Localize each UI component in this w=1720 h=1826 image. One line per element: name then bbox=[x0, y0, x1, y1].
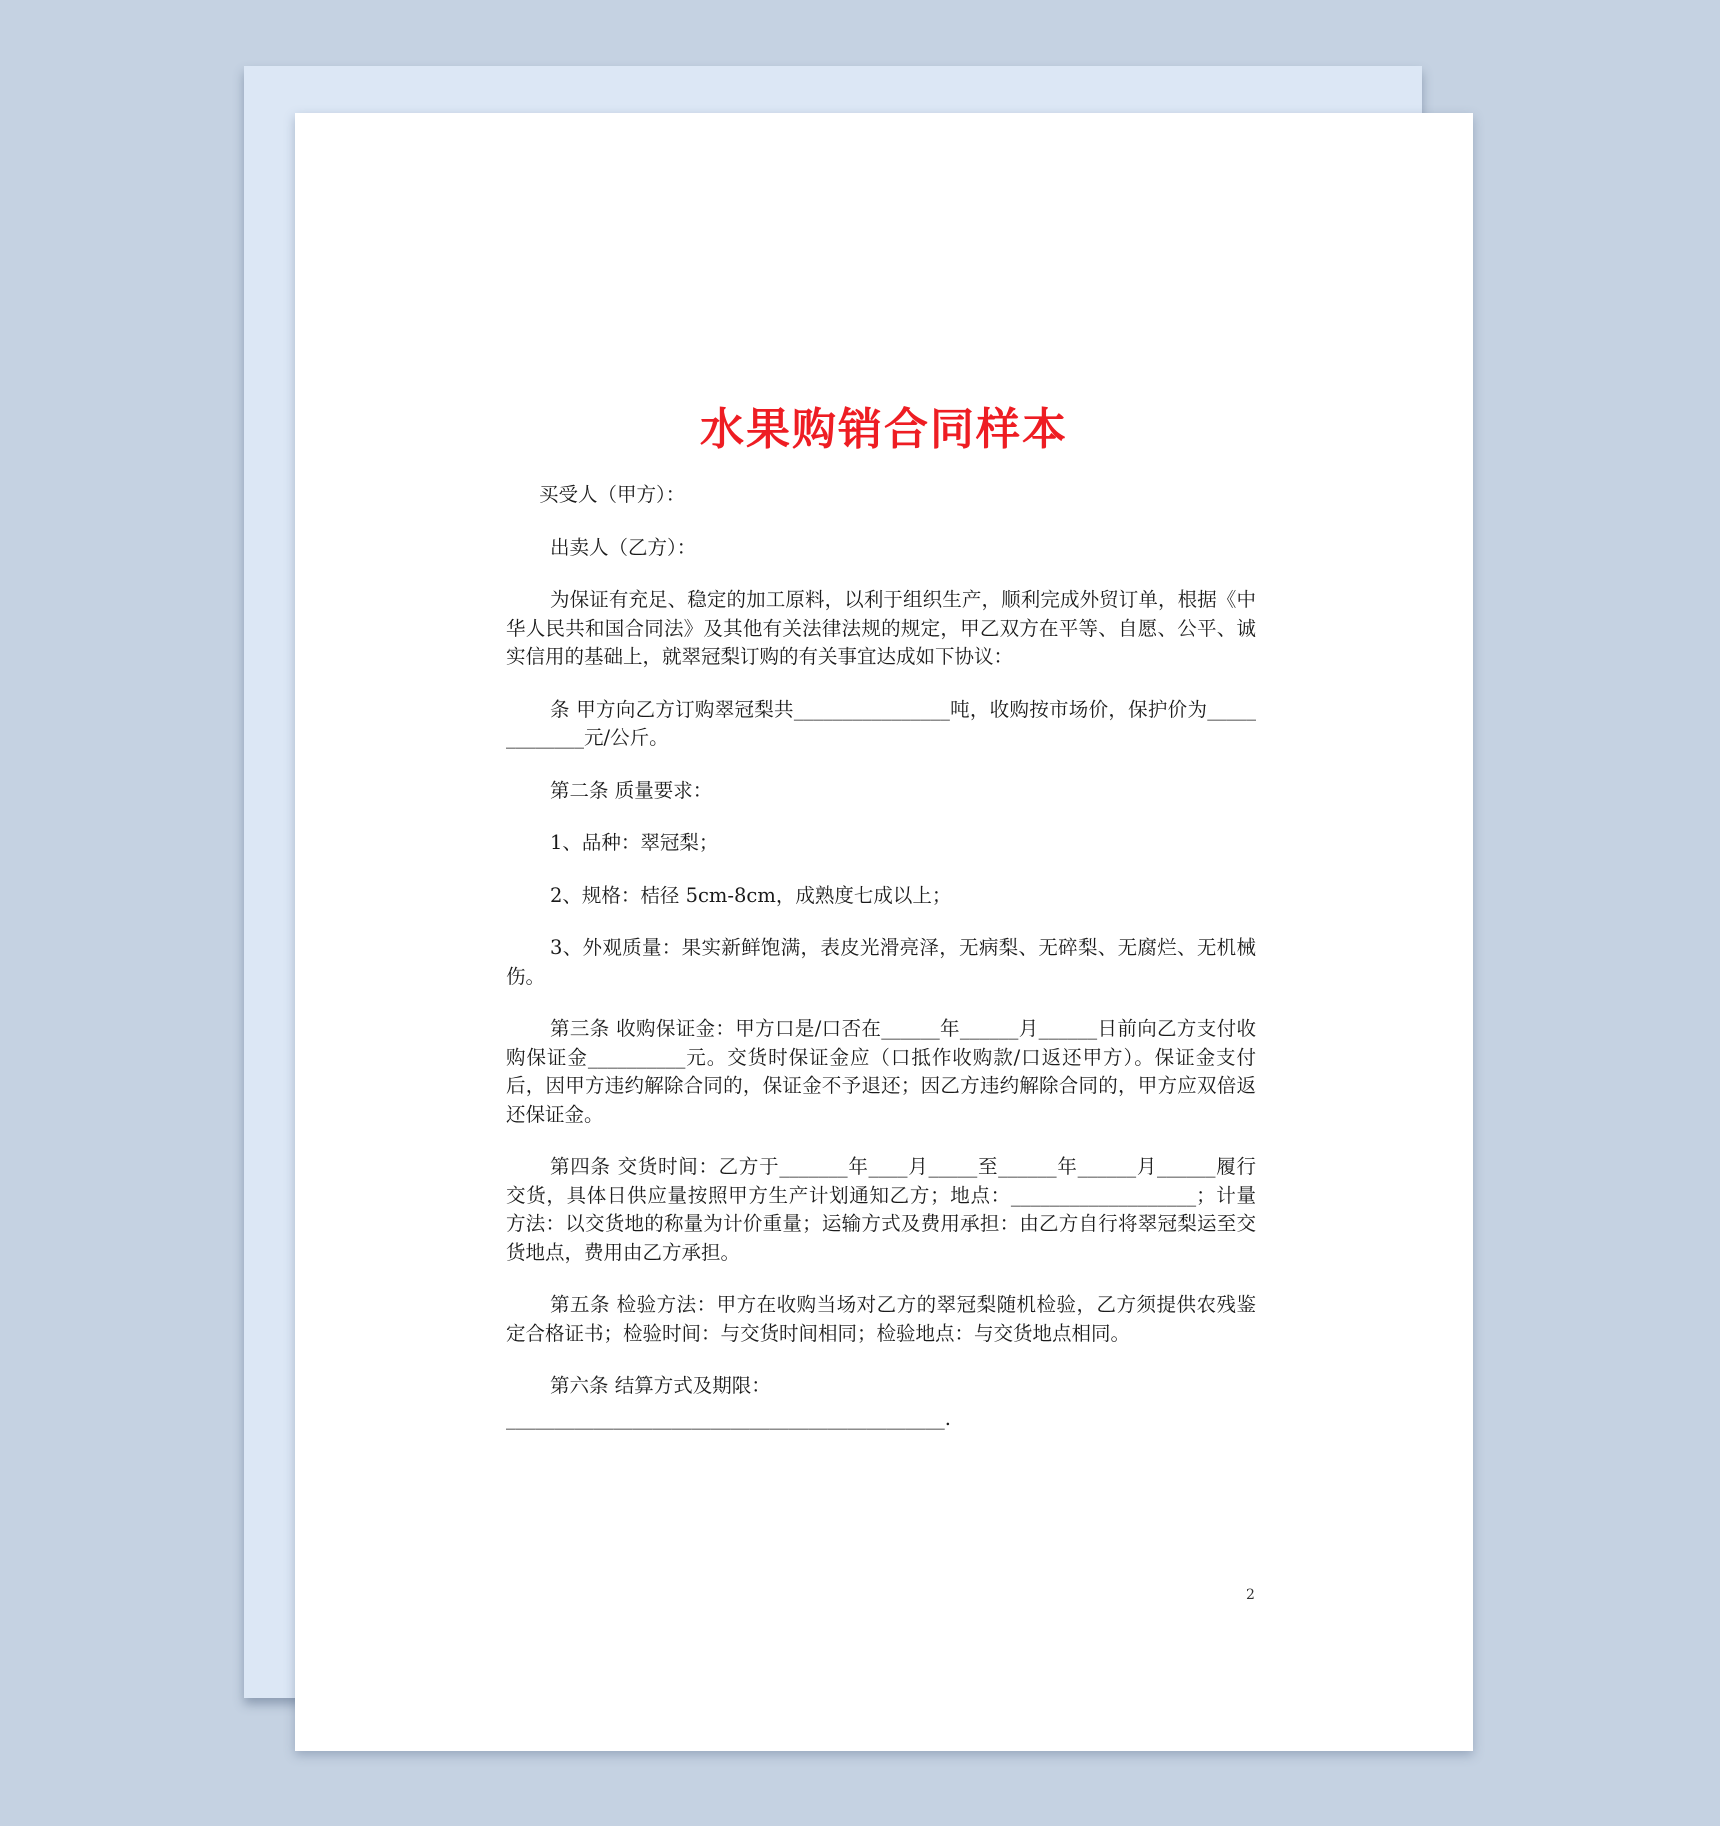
buyer-party-line: 买受人（甲方）： bbox=[539, 483, 686, 506]
quality-item-spec: 2、规格：桔径 5cm-8cm，成熟度七成以上； bbox=[550, 883, 952, 907]
article-three: 第三条 收购保证金：甲方口是/口否在______年______月______日前向乙方支付收购保证金__________元。交货时保证金应（口抵作收购款/口返还甲方）。保证金支付后，因甲方违约解除合同的，保证金不予退还；因乙方违约解除合同的，甲方应双倍返还保证金。 bbox=[506, 1017, 1256, 1126]
settlement-blank-line: _____________________________________________. bbox=[506, 1406, 951, 1430]
document-title: 水果购销合同样本 bbox=[700, 404, 1068, 455]
article-four: 第四条 交货时间：乙方于_______年____月_____至______年______月______履行交货，具体日供应量按照甲方生产计划通知乙方；地点：___________________；计量方法：以交货地的称量为计价重量；运输方式及费用承担：由乙方自行将翠冠梨运至交货地点，费用由乙方承担。 bbox=[506, 1155, 1256, 1264]
document-page bbox=[295, 113, 1473, 1751]
quality-item-appearance: 3、外观质量：果实新鲜饱满，表皮光滑亮泽，无病梨、无碎梨、无腐烂、无机械伤。 bbox=[506, 936, 1256, 988]
article-five: 第五条 检验方法：甲方在收购当场对乙方的翠冠梨随机检验，乙方须提供农残鉴定合格证书；检验时间：与交货时间相同；检验地点：与交货地点相同。 bbox=[506, 1293, 1256, 1345]
article-one: 条 甲方向乙方订购翠冠梨共________________吨，收购按市场价，保护价为_____________元/公斤。 bbox=[506, 697, 1256, 749]
article-two-heading: 第二条 质量要求： bbox=[550, 778, 713, 802]
page-number: 2 bbox=[1246, 1587, 1255, 1603]
document-body bbox=[506, 481, 1256, 1457]
quality-item-variety: 1、品种：翠冠梨； bbox=[550, 831, 719, 854]
article-six-heading: 第六条 结算方式及期限： bbox=[550, 1374, 771, 1397]
seller-party-line: 出卖人（乙方）： bbox=[550, 535, 697, 559]
preamble-paragraph: 为保证有充足、稳定的加工原料，以利于组织生产，顺利完成外贸订单，根据《中华人民共和国合同法》及其他有关法律法规的规定，甲乙双方在平等、自愿、公平、诚实信用的基础上，就翠冠梨订购的有关事宜达成如下协议： bbox=[506, 588, 1256, 668]
